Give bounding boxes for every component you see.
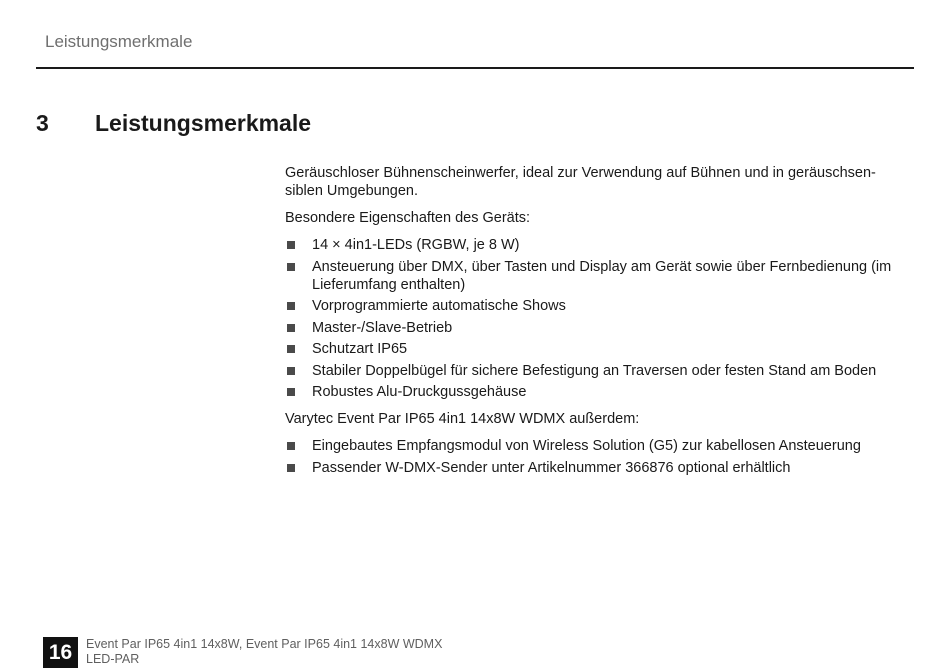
list-item-text: 14 × 4in1-LEDs (RGBW, je 8 W) <box>312 237 520 253</box>
list-item <box>285 459 913 477</box>
list-item <box>285 362 913 380</box>
square-bullet-icon <box>287 241 295 249</box>
list-item <box>285 297 913 315</box>
list-item <box>285 258 913 294</box>
chapter-number: 3 <box>36 110 49 136</box>
list-item <box>285 437 913 455</box>
footer-product-line: Event Par IP65 4in1 14x8W, Event Par IP65 4in1 14x8W WDMX <box>86 637 443 651</box>
footer-category: LED-PAR <box>86 651 140 666</box>
header-divider <box>36 67 914 69</box>
square-bullet-icon <box>287 388 295 396</box>
list-item <box>285 236 913 254</box>
extra-features-heading: Varytec Event Par IP65 4in1 14x8W WDMX außerdem: <box>285 411 640 427</box>
extra-features-list <box>285 437 913 477</box>
list-item-text: Ansteuerung über DMX, über Tasten und Display am Gerät sowie über Fernbedienung (im Lieferumfang enthalten) <box>312 258 892 293</box>
list-item-text: Eingebautes Empfangsmodul von Wireless Solution (G5) zur kabellosen Ansteuerung <box>312 438 861 454</box>
square-bullet-icon <box>287 464 295 472</box>
running-header: Leistungsmerkmale <box>45 32 193 51</box>
square-bullet-icon <box>287 324 295 332</box>
square-bullet-icon <box>287 345 295 353</box>
list-item-text: Vorprogrammierte automatische Shows <box>312 298 566 314</box>
features-list <box>285 236 913 401</box>
intro-paragraph: Geräuschloser Bühnenscheinwerfer, ideal zur Verwendung auf Bühnen und in geräuschsen-siblen Umgebungen. <box>285 165 876 199</box>
list-item-text: Passender W-DMX-Sender unter Artikelnummer 366876 optional erhältlich <box>312 459 791 476</box>
features-heading: Besondere Eigenschaften des Geräts: <box>285 210 531 226</box>
square-bullet-icon <box>287 263 295 271</box>
square-bullet-icon <box>287 302 295 310</box>
square-bullet-icon <box>287 367 295 375</box>
chapter-body <box>285 164 913 486</box>
page-number: 16 <box>43 637 78 668</box>
list-item-text: Schutzart IP65 <box>312 341 408 357</box>
chapter-title: Leistungsmerkmale <box>95 110 312 136</box>
list-item-text: Master-/Slave-Betrieb <box>312 319 453 336</box>
footer-info <box>86 637 442 666</box>
list-item-text: Robustes Alu-Druckgussgehäuse <box>312 384 527 400</box>
square-bullet-icon <box>287 442 295 450</box>
list-item <box>285 383 913 401</box>
list-item <box>285 319 913 337</box>
list-item-text: Stabiler Doppelbügel für sichere Befestigung an Traversen oder festen Stand am Boden <box>312 362 877 379</box>
list-item <box>285 340 913 358</box>
